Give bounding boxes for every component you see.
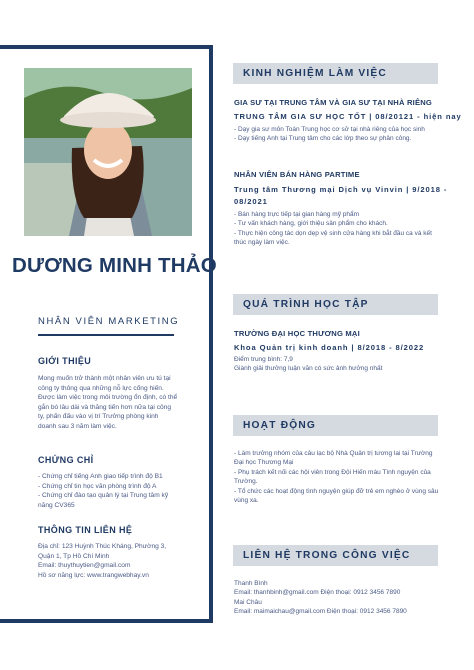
job2-details (234, 210, 439, 248)
job2-line: - Bán hàng trực tiếp tại gian hàng mỹ phẩm (234, 211, 360, 218)
intro-text (38, 374, 178, 432)
contact-line: Địa chỉ: 123 Huỳnh Thúc Kháng, Phường 3, (38, 543, 167, 550)
job2-line: thúc ngày làm việc. (234, 239, 290, 247)
job-position: NHÂN VIÊN MARKETING (38, 316, 180, 327)
reference-line: Mai Châu (234, 598, 262, 606)
certificate-line: - Chứng chỉ tiếng Anh giao tiếp trình độ B1 (38, 473, 163, 480)
activities-details (234, 449, 439, 505)
job2-line: - Tư vấn khách hàng, giới thiệu sản phẩm cho khách. (234, 220, 388, 228)
education-line: Giành giải thưởng luận văn có sức ảnh hưởng nhất (234, 365, 383, 373)
education-banner (233, 294, 438, 315)
candidate-name: DƯƠNG MINH THẢO (12, 254, 217, 277)
certificates-text (38, 472, 178, 510)
contact-line: Email: thuythuytien@gmail.com (38, 562, 131, 570)
certificates-heading: CHỨNG CHỈ (38, 455, 94, 465)
job1-line: - Dạy gia sư môn Toán Trung học cơ sở tại nhà riêng của học sinh (234, 126, 425, 133)
references-heading: LIÊN HỆ TRONG CÔNG VIỆC (243, 550, 411, 561)
intro-line: ty, phấn đấu vào vị trí Trưởng phòng kinh (38, 413, 159, 421)
certificate-line: năng CV365 (38, 501, 75, 509)
activity-line: vùng xa. (234, 497, 259, 505)
education-line: Điểm trung bình: 7,9 (234, 356, 293, 363)
title-divider (38, 334, 174, 336)
contact-heading: THÔNG TIN LIÊN HỆ (38, 525, 133, 535)
contact-line: Quận 1, Tp Hồ Chí Minh (38, 552, 110, 560)
reference-line: Thanh Bình (234, 580, 268, 587)
job1-details (234, 125, 439, 144)
education-heading: QUÁ TRÌNH HỌC TẬP (243, 299, 369, 310)
job2-period: 08/2021 (234, 197, 268, 206)
activity-line: - Phụ trách kết nối các hội viên trong Đội Hiến máu Tình nguyện của (234, 468, 431, 476)
education-details (234, 355, 439, 374)
experience-banner (233, 63, 438, 84)
job2-company: Trung tâm Thương mại Dịch vụ Vinvin | 9/2018 - (234, 185, 448, 194)
job2-title: NHÂN VIÊN BÁN HÀNG PARTIME (234, 170, 360, 179)
school-name: TRƯỜNG ĐẠI HỌC THƯƠNG MẠI (234, 329, 360, 338)
activities-heading: HOẠT ĐỘNG (243, 420, 317, 431)
certificate-line: - Chứng chỉ tin học văn phòng trình độ A (38, 482, 157, 490)
reference-line: Email: maimaichau@gmail.com Điện thoại: 0912 3456 7890 (234, 608, 407, 616)
intro-heading: GIỚI THIỆU (38, 356, 92, 366)
intro-line: Được làm việc trong môi trường ổn định, có thể (38, 394, 178, 402)
certificate-line: - Chứng chỉ đào tạo quản lý tại Trung tâm kỹ (38, 492, 169, 500)
school-major: Khoa Quản trị kinh doanh | 8/2018 - 8/2022 (234, 343, 425, 352)
job2-line: - Thực hiện công tác dọn dẹp vệ sinh cửa hàng khi bắt đầu ca và kết (234, 229, 432, 237)
experience-heading: KINH NGHIỆM LÀM VIỆC (243, 68, 387, 79)
activity-line: Trường. (234, 478, 258, 486)
intro-line: doanh sau 3 năm làm việc. (38, 422, 117, 430)
intro-line: Mong muốn trở thành một nhân viên ưu tú tại (38, 375, 171, 382)
activities-banner (233, 415, 438, 436)
job1-line: - Dạy tiếng Anh tại Trung tâm cho các lớp theo sự phân công. (234, 135, 412, 143)
activity-line: - Tổ chức các hoạt động tình nguyện giúp đỡ trẻ em nghèo ở vùng sâu (234, 487, 439, 495)
job1-title: GIA SƯ TẠI TRUNG TÂM VÀ GIA SƯ TẠI NHÀ RIÊNG (234, 98, 433, 107)
intro-line: công ty thông qua những nỗ lực cống hiến. (38, 384, 164, 392)
contact-text (38, 542, 178, 580)
references-details (234, 579, 439, 617)
profile-photo (24, 68, 192, 236)
activity-line: Đại học Thương Mại (234, 459, 294, 467)
activity-line: - Làm trưởng nhóm của câu lạc bộ Nhà Quản trị tương lai tại Trường (234, 450, 433, 457)
job1-company: TRUNG TÂM GIA SƯ HỌC TỐT | 08/20121 - hiện nay (234, 112, 462, 121)
contact-line: Hồ sơ năng lực: www.trangwebhay.vn (38, 571, 149, 579)
reference-line: Email: thanhbinh@gmail.com Điện thoại: 0912 3456 7890 (234, 589, 401, 597)
references-banner (233, 545, 438, 566)
intro-line: gắn bó lâu dài và thăng tiến hơn nữa tại công (38, 403, 172, 411)
